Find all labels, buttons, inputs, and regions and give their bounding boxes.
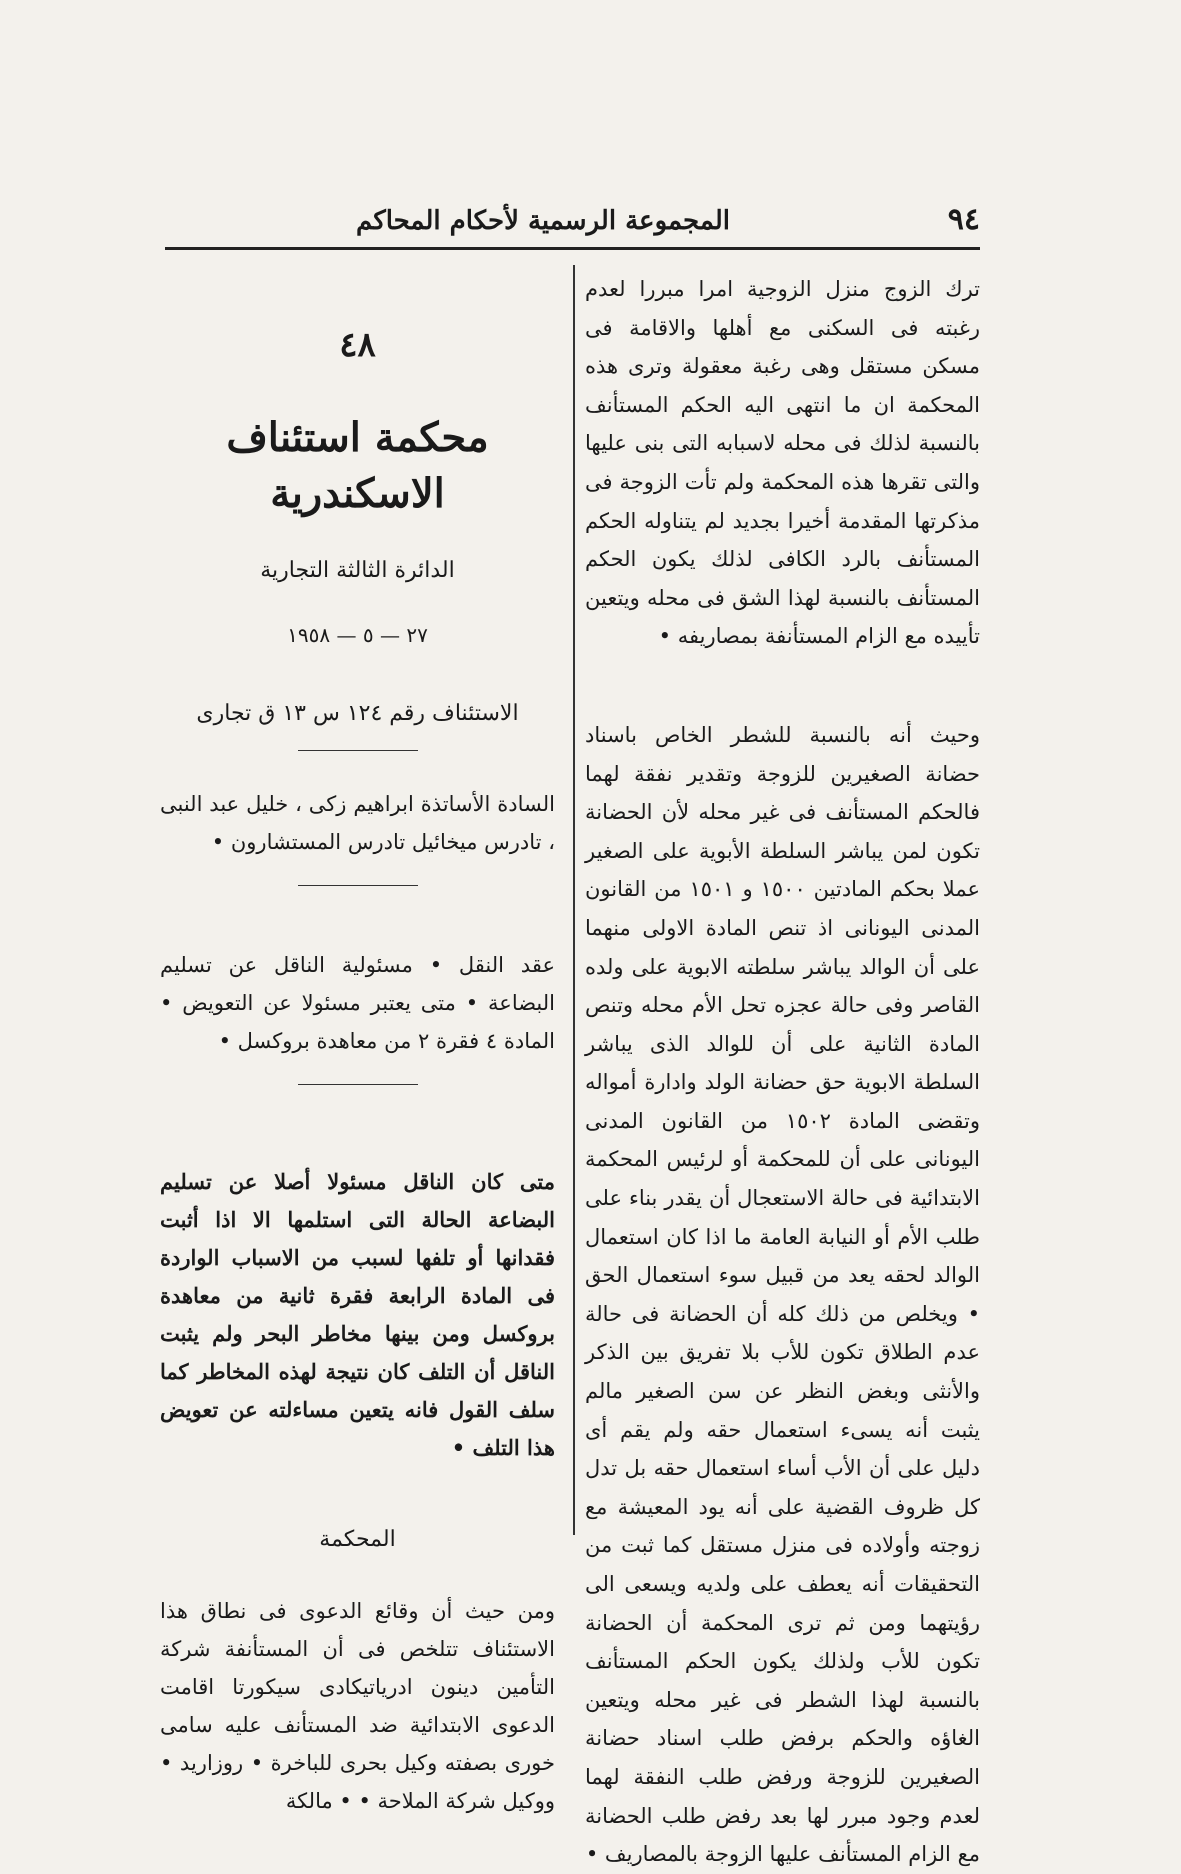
- right-paragraph-2: وحيث أنه بالنسبة للشطر الخاص باسناد حضانة الصغيرين للزوجة وتقدير نفقة لهما فالحكم المستأنف فى غير محله لأن الحضانة تكون لمن يباشر السلطة الأبوية على الصغير عملا بحكم المادتين ١٥٠٠ و ١٥٠١ من القانون المدنى اليونانى اذ تنص المادة الاولى منهما على أن الوالد يباشر سلطته الابوية على ولده القاصر وفى حالة عجزه تحل الأم محله وتنص المادة الثانية على أن للوالد الذى يباشر السلطة الابوية حق حضانة الولد وادارة أمواله وتقضى المادة ١٥٠٢ من القانون المدنى اليونانى على أن للمحكمة أو لرئيس المحكمة الابتدائية فى حالة الاستعجال أن يقدر بناء على طلب الأم أو النيابة العامة ما اذا كان استعمال الوالد لحقه يعد من قبيل سوء استعمال الحق • ويخلص من ذلك كله أن الحضانة فى حالة عدم الطلاق تكون للأب بلا تفريق بين الذكر والأنثى وبغض النظر عن سن الصغير مالم يثبت أنه يسىء استعمال حقه ولم يقم أى دليل على أن الأب أساء استعمال حقه بل تدل كل ظروف القضية على أنه يود المعيشة مع زوجته وأولاده فى منزل مستقل كما ثبت من التحقيقات أنه يعطف على ولديه ويسعى الى رؤيتهما ومن ثم ترى المحكمة أن الحضانة تكون للأب ولذلك يكون الحكم المستأنف بالنسبة لهذا الشطر فى غير محله ويتعين الغاؤه والحكم برفض طلب اسناد حضانة الصغيرين للزوجة ورفض طلب النفقة لهما لعدم وجود مبرر لها بعد رفض طلب الحضانة مع الزام المستأنف عليها الزوجة بالمصاريف •: [585, 722, 980, 1867]
- court-name: محكمة استئناف الاسكندرية: [226, 414, 489, 517]
- keywords: عقد النقل • مسئولية الناقل عن تسليم البضاعة • متى يعتبر مسئولا عن التعويض • المادة ٤ فقرة ٢ من معاهدة بروكسل •: [160, 953, 555, 1053]
- circuit-name: الدائرة الثالثة التجارية: [260, 558, 455, 583]
- page-number: ٩٤: [947, 202, 980, 237]
- section-rule: [298, 1084, 418, 1085]
- column-divider: [573, 265, 575, 1535]
- judges-list: السادة الأساتذة ابراهيم زكى ، خليل عبد النبى ، تادرس ميخائيل تادرس المستشارون •: [160, 792, 555, 854]
- header-rule: [165, 247, 980, 250]
- facts-paragraph: [160, 1592, 555, 1820]
- court-heading: المحكمة: [319, 1527, 396, 1552]
- running-title: المجموعة الرسمية لأحكام المحاكم: [356, 206, 730, 236]
- facts-continuation: • مالكة: [285, 1789, 352, 1813]
- appeal-number: الاستئناف رقم ١٢٤ س ١٣ ق تجارى: [196, 701, 519, 726]
- right-column: [585, 270, 980, 1874]
- page-header: [160, 200, 980, 250]
- left-column: [160, 320, 555, 1820]
- section-rule: [298, 750, 418, 751]
- case-number: ٤٨: [339, 325, 376, 365]
- right-paragraph-1: ترك الزوج منزل الزوجية امرا مبررا لعدم رغبته فى السكنى مع أهلها والاقامة فى مسكن مستقل وهى رغبة معقولة وترى هذه المحكمة ان ما انتهى اليه الحكم المستأنف بالنسبة لذلك فى محله لاسبابه التى بنى عليها والتى تقرها هذه المحكمة ولم تأت الزوجة فى مذكرتها المقدمة أخيرا بجديد لم يتناوله الحكم المستأنف بالرد الكافى لذلك يكون الحكم المستأنف بالنسبة لهذا الشق فى محله ويتعين تأييده مع الزام المستأنفة بمصاريفه •: [585, 277, 980, 649]
- facts-text: ومن حيث أن وقائع الدعوى فى نطاق هذا الاستئناف تتلخص فى أن المستأنفة شركة التأمين دينون ادرياتيكادى سيكورتا اقامت الدعوى الابتدائية ضد المستأنف عليه سامى خورى بصفته وكيل بحرى للباخرة • روزاريد • ووكيل شركة الملاحة •: [160, 1599, 555, 1813]
- legal-summary: متى كان الناقل مسئولا أصلا عن تسليم البضاعة الحالة التى استلمها الا اذا أثبت فقدانها أو تلفها لسبب من الاسباب الواردة فى المادة الرابعة فقرة ثانية من معاهدة بروكسل ومن بينها مخاطر البحر ولم يثبت الناقل أن التلف كان نتيجة لهذه المخاطر كما سلف القول فانه يتعين مساءلته عن تعويض هذا التلف •: [160, 1169, 555, 1460]
- judgment-date: ٢٧ — ٥ — ١٩٥٨: [287, 623, 428, 647]
- section-rule: [298, 885, 418, 886]
